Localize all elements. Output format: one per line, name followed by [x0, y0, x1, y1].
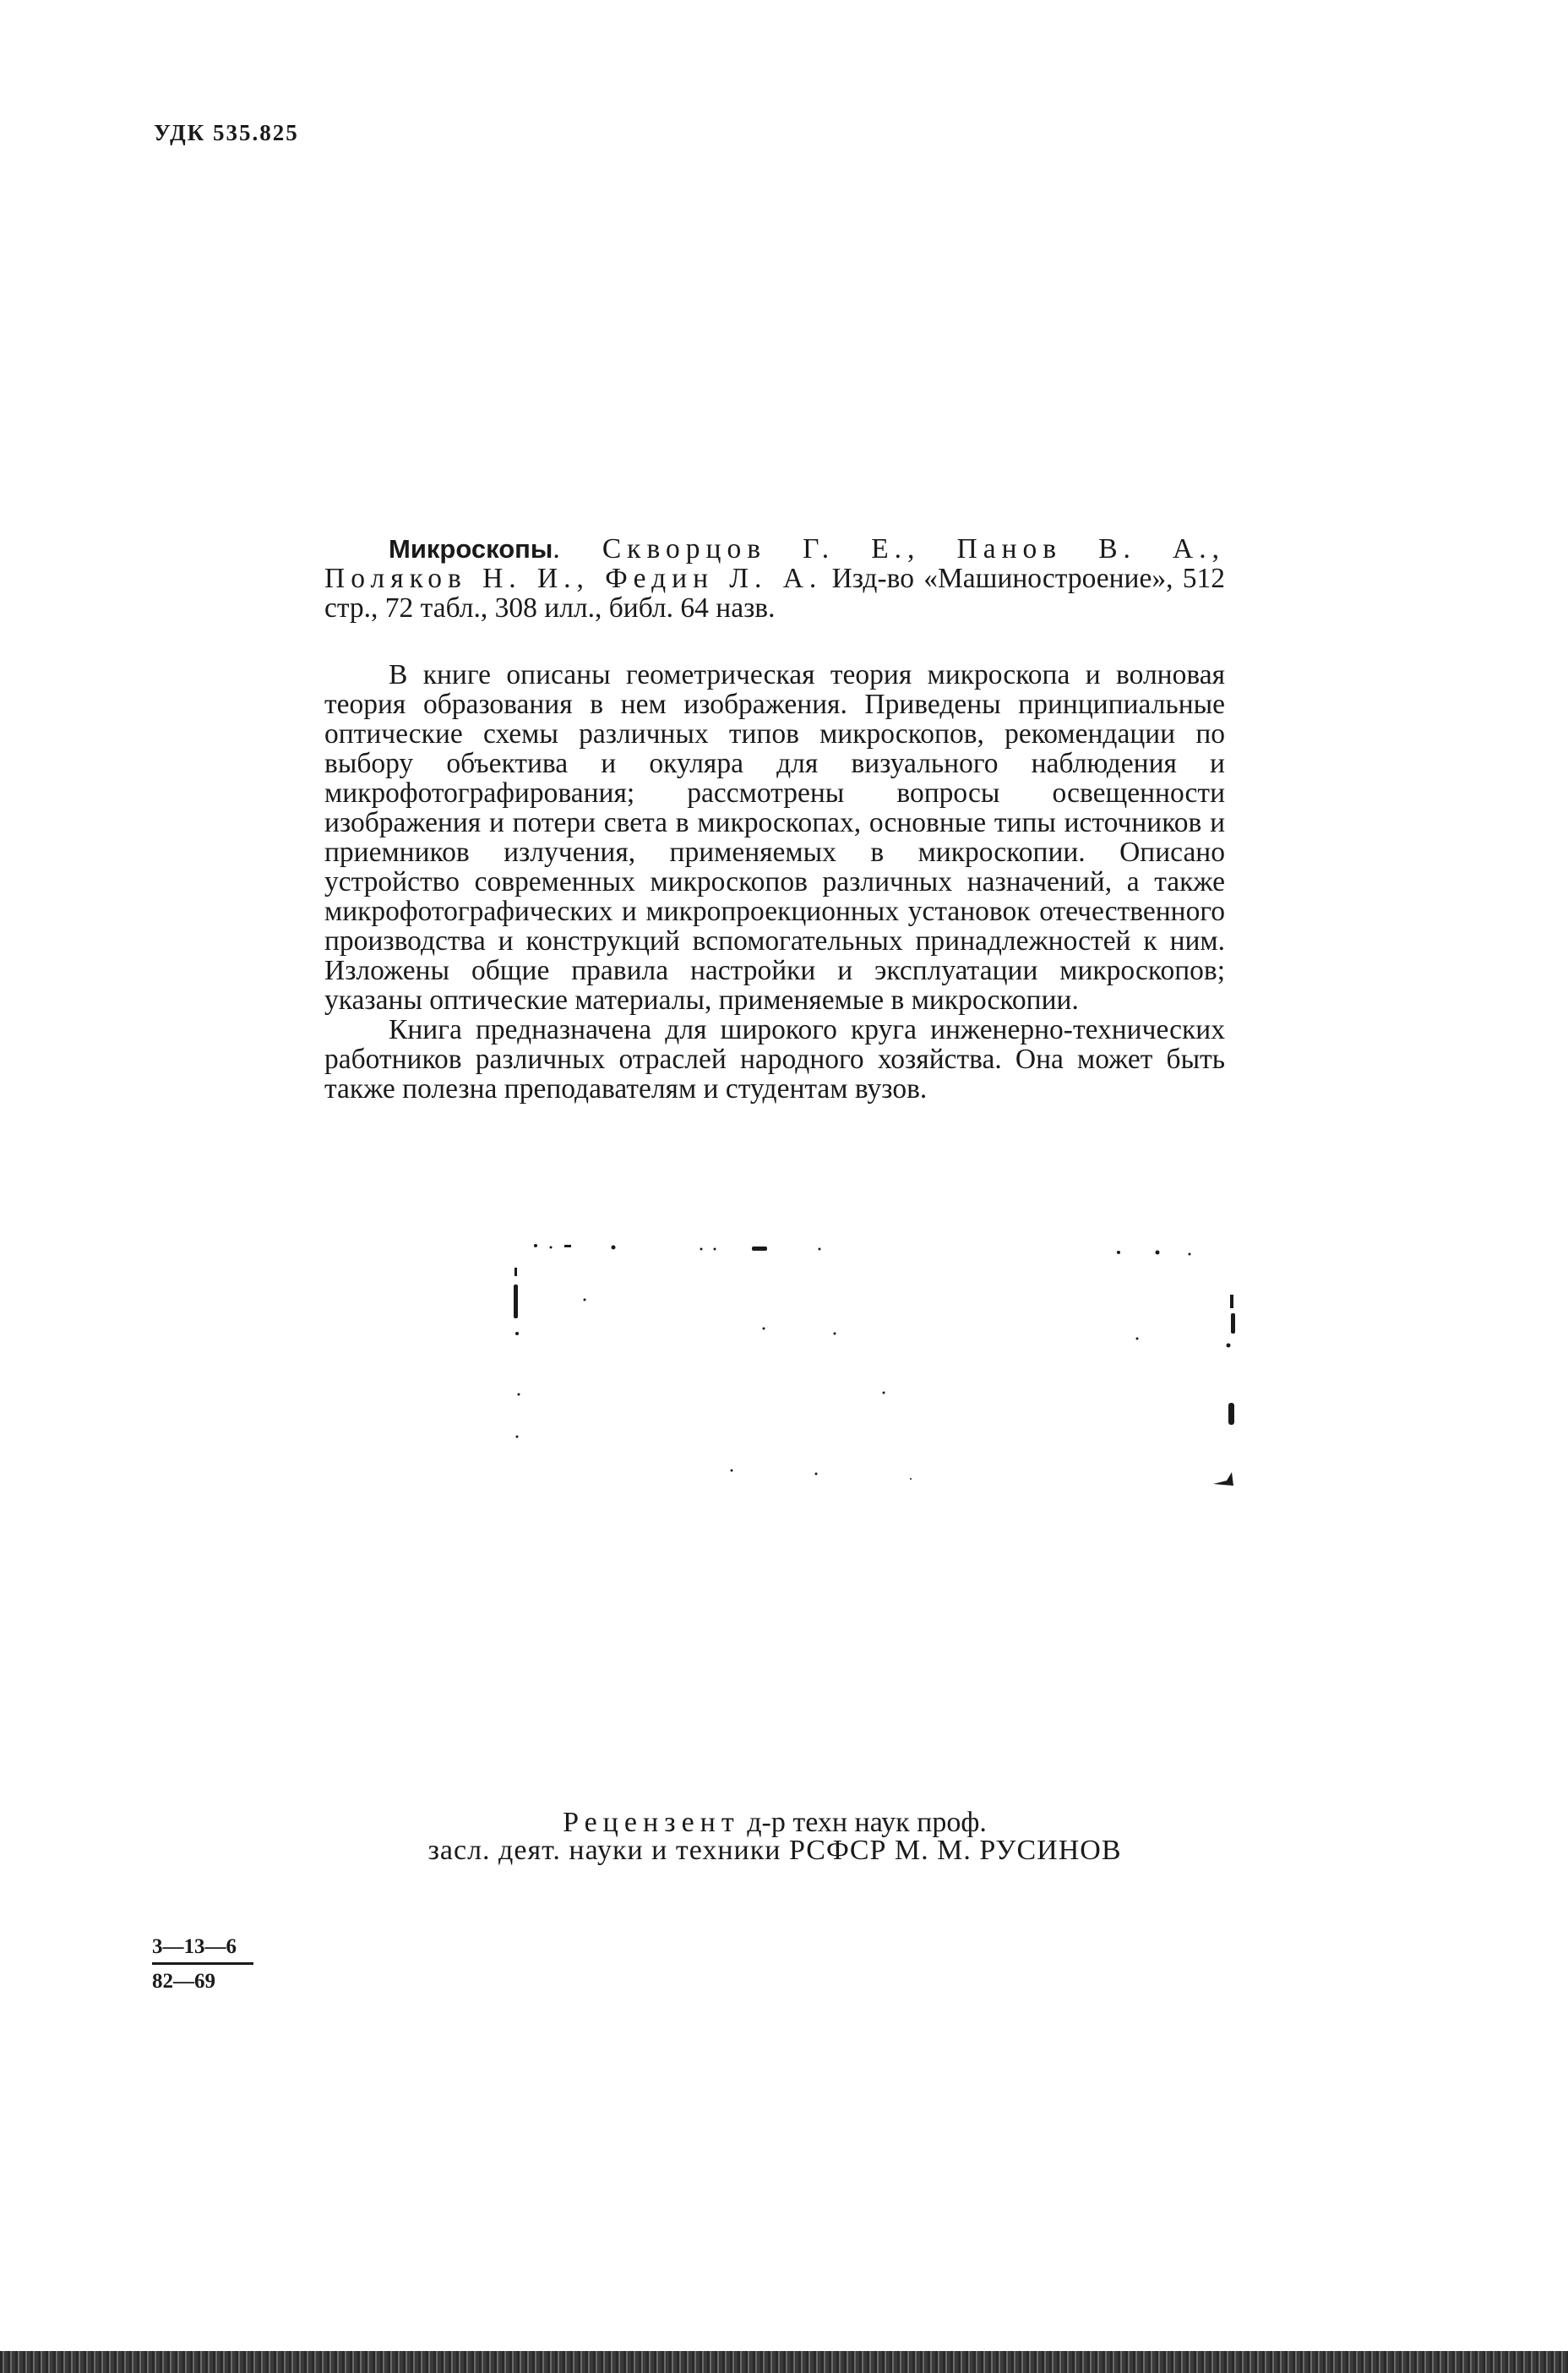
reviewer-line-1	[324, 1808, 1225, 1836]
reviewer-degree: д-р техн наук проф.	[739, 1807, 987, 1838]
abstract-block	[324, 534, 1225, 1104]
publication-code	[152, 1935, 253, 1994]
publisher-info: Изд-во «Машиностроение», 512 стр., 72 табл., 308 илл., библ. 64 назв.	[324, 563, 1225, 624]
code-denominator: 82—69	[152, 1970, 215, 1993]
udk-code: УДК 535.825	[154, 120, 299, 145]
authors-list: . Скворцов Г. Е., Панов В. А., Поляков Н. И., Федин Л. А.	[324, 533, 1225, 594]
reviewer-line-2: засл. деят. науки и техники РСФСР М. М. РУСИНОВ	[427, 1835, 1122, 1866]
bibliographic-entry	[324, 534, 1225, 623]
reviewer-block	[324, 1808, 1225, 1864]
book-title: Микроскопы	[389, 534, 553, 564]
abstract-paragraph-2: Книга предназначена для широкого круга инженерно-технических работников различных отраслей народного хозяйства. Она может быть также полезна преподавателям и студентам вузов.	[324, 1014, 1225, 1105]
faded-stamp-marks	[507, 1234, 1242, 1496]
abstract-paragraph-1: В книге описаны геометрическая теория микроскопа и волновая теория образования в нем изображения. Приведены принципиальные оптические схемы различных типов микроскопов, рекомендации по выбору объектива и окуляра для визуального наблюдения и микрофотографирования; рассмотрены вопросы освещенности изображения и потери света в микроскопах, основные типы источников и приемников излучения, применяемых в микроскопии. Описано устройство современных микроскопов различных назначений, а также микрофотографических и микропроекционных установок отечественного производства и конструкций вспомогательных принадлежностей к ним. Изложены общие правила настройки и эксплуатации микроскопов; указаны оптические материалы, применяемые в микроскопии.	[324, 659, 1225, 1016]
code-numerator: 3—13—6	[152, 1935, 253, 1965]
reviewer-label: Рецензент	[563, 1807, 740, 1838]
scan-edge-band	[0, 2351, 1568, 2373]
